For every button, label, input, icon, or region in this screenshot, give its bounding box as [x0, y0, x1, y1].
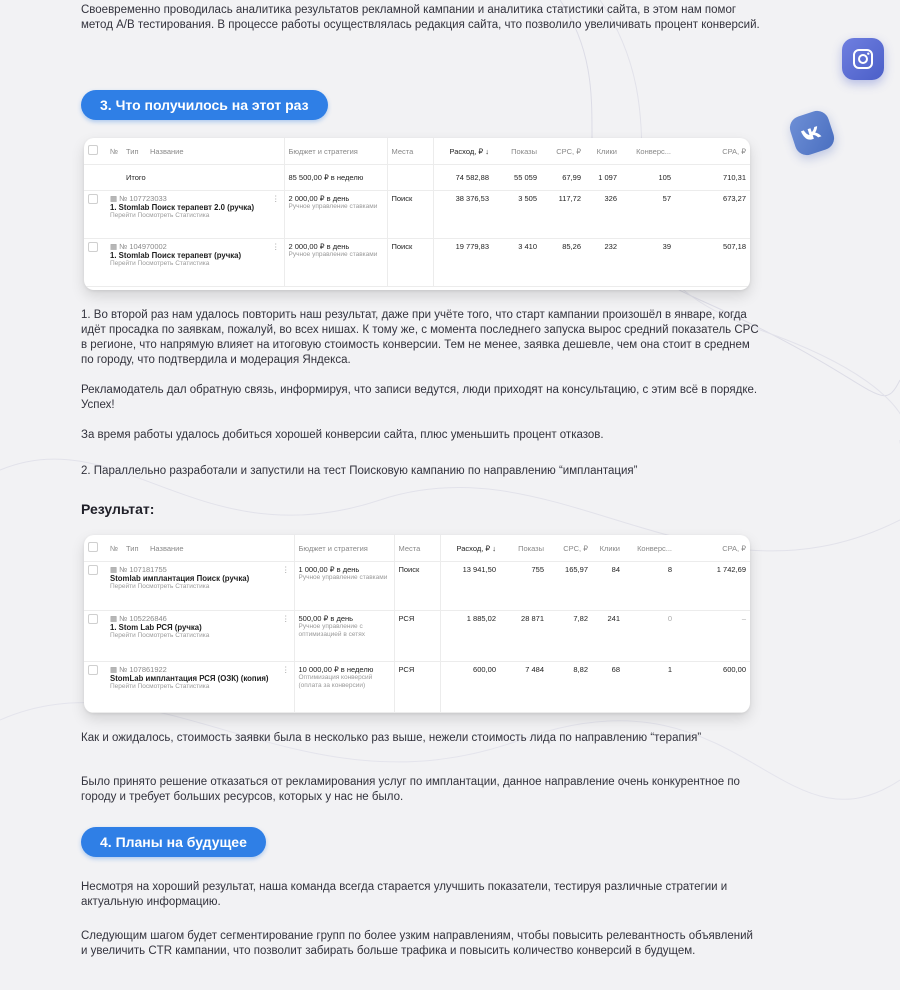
- result-heading: Результат:: [81, 501, 155, 517]
- campaign-shows: 7 484: [500, 662, 548, 713]
- row-checkbox[interactable]: [88, 194, 98, 204]
- table-row[interactable]: [84, 239, 750, 287]
- more-icon[interactable]: ⋮: [272, 242, 280, 251]
- campaign-spend: 19 779,83: [433, 239, 493, 287]
- col-type: Тип: [122, 535, 146, 562]
- campaign-id: № 107181755: [119, 565, 167, 574]
- total-budget: 85 500,00 ₽ в неделю: [284, 165, 387, 191]
- col-cpa[interactable]: CPA, ₽: [676, 535, 750, 562]
- campaign-strategy: Ручное управление ставками: [298, 574, 388, 581]
- col-places[interactable]: Места: [387, 138, 433, 165]
- campaign-conversions: 1: [624, 662, 676, 713]
- campaign-conversions: 39: [621, 239, 675, 287]
- total-clicks: 1 097: [585, 165, 621, 191]
- campaign-budget: 10 000,00 ₽ в неделю: [298, 665, 374, 674]
- col-budget[interactable]: Бюджет и стратегия: [284, 138, 387, 165]
- paragraph-7: Несмотря на хороший результат, наша команда всегда старается улучшить показатели, тестируя различные стратегии и актуальную информацию.: [81, 881, 728, 908]
- campaign-budget: 2 000,00 ₽ в день: [288, 242, 350, 251]
- total-shows: 55 059: [493, 165, 541, 191]
- campaign-links[interactable]: Перейти Посмотреть Статистика: [110, 683, 210, 690]
- campaign-spend: 1 885,02: [440, 611, 500, 662]
- campaign-name[interactable]: Stomlab имплантация Поиск (ручка): [110, 574, 250, 583]
- vk-button[interactable]: [787, 108, 837, 158]
- campaign-shows: 755: [500, 562, 548, 611]
- col-shows[interactable]: Показы: [493, 138, 541, 165]
- campaign-cpa: 1 742,69: [676, 562, 750, 611]
- campaign-strategy: Ручное управление ставками: [288, 203, 378, 210]
- campaign-shows: 28 871: [500, 611, 548, 662]
- campaign-id: № 105226846: [119, 614, 167, 623]
- col-places[interactable]: Места: [394, 535, 440, 562]
- total-label: Итого: [122, 165, 284, 191]
- paragraph-6: Было принято решение отказаться от рекламирования услуг по имплантации, данное направление очень конкурентное по городу и требует больших ресурсов, которых у нас не было.: [81, 776, 740, 803]
- paragraph-4: 2. Параллельно разработали и запустили на тест Поисковую кампанию по направлению “имплантация”: [81, 465, 638, 477]
- paragraph-1: 1. Во второй раз нам удалось повторить наш результат, даже при учёте того, что старт кампании произошёл в январе, когда идёт просадка по заявкам, пожалуй, во всех нишах. К тому же, с момента последнего запуска вырос средний показатель CPC в регионе, что напрямую влияет на итоговую стоимость конверсии. Тем не менее, заявка дешевле, чем она стоит в среднем по городу, что подтвердила и модерация Яндекса.: [81, 309, 759, 366]
- section-3-title: 3. Что получилось на этот раз: [81, 90, 328, 120]
- campaign-place: Поиск: [387, 191, 433, 239]
- campaign-clicks: 84: [592, 562, 624, 611]
- table-header: [84, 535, 750, 562]
- row-checkbox[interactable]: [88, 565, 98, 575]
- campaign-name[interactable]: 1. Stomlab Поиск терапевт 2.0 (ручка): [110, 203, 255, 212]
- campaign-cpa: 600,00: [676, 662, 750, 713]
- campaign-cpa: –: [676, 611, 750, 662]
- chart-icon: ▦: [110, 242, 118, 251]
- section-4-title: 4. Планы на будущее: [81, 827, 266, 857]
- campaign-links[interactable]: Перейти Посмотреть Статистика: [110, 583, 210, 590]
- campaign-id: № 107723033: [119, 194, 167, 203]
- campaign-cpc: 85,26: [541, 239, 585, 287]
- chart-icon: ▦: [110, 614, 118, 623]
- campaign-table-1: [84, 138, 750, 290]
- campaign-cpa: 507,18: [675, 239, 750, 287]
- campaign-name[interactable]: 1. Stomlab Поиск терапевт (ручка): [110, 251, 242, 260]
- campaign-id: № 104970002: [119, 242, 167, 251]
- campaign-links[interactable]: Перейти Посмотреть Статистика: [110, 212, 210, 219]
- more-icon[interactable]: ⋮: [282, 614, 290, 623]
- col-conversions[interactable]: Конверс...: [621, 138, 675, 165]
- campaign-cpc: 117,72: [541, 191, 585, 239]
- col-spend[interactable]: Расход, ₽ ↓: [440, 535, 500, 562]
- table-row[interactable]: [84, 662, 750, 713]
- campaign-name[interactable]: 1. Stom Lab РСЯ (ручка): [110, 623, 202, 632]
- campaign-budget: 2 000,00 ₽ в день: [288, 194, 350, 203]
- total-cpc: 67,99: [541, 165, 585, 191]
- total-spend: 74 582,88: [433, 165, 493, 191]
- campaign-conversions: 57: [621, 191, 675, 239]
- campaign-strategy: Ручное управление с оптимизацией в сетях: [298, 623, 365, 638]
- campaign-cpc: 165,97: [548, 562, 592, 611]
- campaign-cpc: 8,82: [548, 662, 592, 713]
- campaign-clicks: 326: [585, 191, 621, 239]
- col-type: Тип: [122, 138, 146, 165]
- intro-paragraph: Своевременно проводилась аналитика результатов рекламной кампании и аналитика статистики сайта, в этом нам помог метод A/B тестирования. В процессе работы осуществлялась редакция сайта, что позволило увеличивать процент конверсий.: [81, 4, 760, 31]
- campaign-clicks: 68: [592, 662, 624, 713]
- total-conversions: 105: [621, 165, 675, 191]
- paragraph-8: Следующим шагом будет сегментирование групп по более узким направлениям, чтобы повысить релевантность объявлений и увеличить CTR кампании, что позволит забирать больше трафика и повысить количество конверсий в будущем.: [81, 930, 753, 957]
- chart-icon: ▦: [110, 194, 118, 203]
- campaign-clicks: 232: [585, 239, 621, 287]
- col-number: №: [106, 535, 122, 562]
- campaign-place: РСЯ: [394, 611, 440, 662]
- campaign-place: Поиск: [387, 239, 433, 287]
- col-cpa[interactable]: CPA, ₽: [675, 138, 750, 165]
- col-number: №: [106, 138, 122, 165]
- campaign-cpa: 673,27: [675, 191, 750, 239]
- more-icon[interactable]: ⋮: [272, 194, 280, 203]
- paragraph-2: Рекламодатель дал обратную связь, информируя, что записи ведутся, люди приходят на консультацию, с этим всё в порядке. Успех!: [81, 384, 758, 411]
- more-icon[interactable]: ⋮: [282, 665, 290, 674]
- col-name[interactable]: Название: [146, 535, 294, 562]
- select-all-checkbox[interactable]: [88, 145, 98, 155]
- total-cpa: 710,31: [675, 165, 750, 191]
- col-budget[interactable]: Бюджет и стратегия: [294, 535, 394, 562]
- campaign-place: РСЯ: [394, 662, 440, 713]
- col-clicks[interactable]: Клики: [592, 535, 624, 562]
- col-name[interactable]: Название: [146, 138, 284, 165]
- col-cpc[interactable]: CPC, ₽: [541, 138, 585, 165]
- col-clicks[interactable]: Клики: [585, 138, 621, 165]
- campaign-conversions: 0: [624, 611, 676, 662]
- select-all-checkbox[interactable]: [88, 542, 98, 552]
- campaign-clicks: 241: [592, 611, 624, 662]
- chart-icon: ▦: [110, 665, 118, 674]
- table-row[interactable]: [84, 611, 750, 662]
- campaign-shows: 3 410: [493, 239, 541, 287]
- col-conversions[interactable]: Конверс...: [624, 535, 676, 562]
- campaign-spend: 38 376,53: [433, 191, 493, 239]
- vk-icon: [799, 123, 824, 143]
- campaign-conversions: 8: [624, 562, 676, 611]
- campaign-name[interactable]: StomLab имплантация РСЯ (ОЗК) (копия): [110, 674, 269, 683]
- campaign-shows: 3 505: [493, 191, 541, 239]
- table-header: [84, 138, 750, 165]
- instagram-icon: [851, 47, 875, 71]
- col-shows[interactable]: Показы: [500, 535, 548, 562]
- paragraph-3: За время работы удалось добиться хорошей конверсии сайта, плюс уменьшить процент отказов.: [81, 429, 604, 441]
- table-row[interactable]: [84, 191, 750, 239]
- campaign-cpc: 7,82: [548, 611, 592, 662]
- chart-icon: ▦: [110, 565, 118, 574]
- col-cpc[interactable]: CPC, ₽: [548, 535, 592, 562]
- instagram-button[interactable]: [842, 38, 884, 80]
- row-checkbox[interactable]: [88, 614, 98, 624]
- campaign-spend: 13 941,50: [440, 562, 500, 611]
- paragraph-5: Как и ожидалось, стоимость заявки была в несколько раз выше, нежели стоимость лида по направлению “терапия”: [81, 732, 702, 744]
- campaign-links[interactable]: Перейти Посмотреть Статистика: [110, 632, 210, 639]
- campaign-strategy: Оптимизация конверсий (оплата за конверсии): [298, 674, 373, 689]
- campaign-budget: 500,00 ₽ в день: [298, 614, 354, 623]
- table-row[interactable]: [84, 562, 750, 611]
- more-icon[interactable]: ⋮: [282, 565, 290, 574]
- campaign-spend: 600,00: [440, 662, 500, 713]
- row-checkbox[interactable]: [88, 665, 98, 675]
- campaign-strategy: Ручное управление ставками: [288, 251, 378, 258]
- row-checkbox[interactable]: [88, 242, 98, 252]
- campaign-place: Поиск: [394, 562, 440, 611]
- campaign-id: № 107861922: [119, 665, 167, 674]
- campaign-table-2: [84, 535, 750, 713]
- total-row: [84, 165, 750, 191]
- campaign-budget: 1 000,00 ₽ в день: [298, 565, 360, 574]
- col-spend[interactable]: Расход, ₽ ↓: [433, 138, 493, 165]
- campaign-links[interactable]: Перейти Посмотреть Статистика: [110, 260, 210, 267]
